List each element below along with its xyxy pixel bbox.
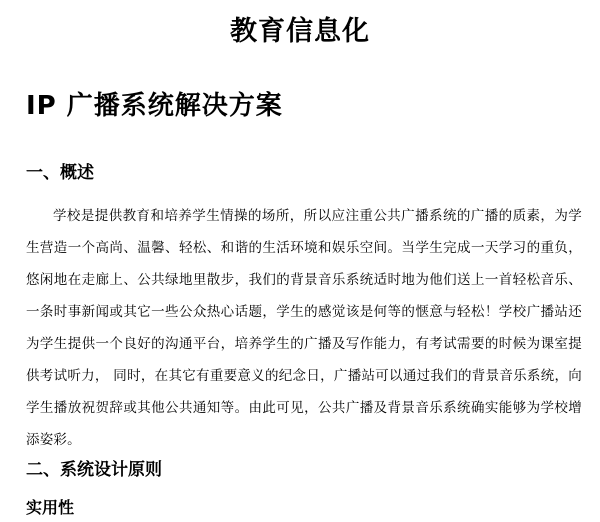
document-title: 教育信息化 [230,16,370,47]
overview-paragraph: 学校是提供教育和培养学生情操的场所，所以应注重公共广播系统的广播的质素，为学生营造一个高尚、温馨、轻松、和谐的生活环境和娱乐空间。当学生完成一天学习的重负，悠闲地在走廊上、公共绿地里散步，我们的背景音乐系统适时地为他们送上一首轻松音乐、一条时事新闻或其它一些公众热心话题，学生的感觉该是何等的惬意与轻松！学校广播站还为学生提供一个良好的沟通平台，培养学生的广播及写作能力，有考试需要的时候为课室提供考试听力， 同时，在其它有重要意义的纪念日，广播站可以通过我们的背景音乐系统，向学生播放祝贺辞或其他公共通知等。由此可见，公共广播及背景音乐系统确实能够为学校增添姿彩。 [26,208,582,448]
section-heading-overview: 一、概述 [26,163,94,183]
subheading-practicality: 实用性 [26,498,75,517]
section-heading-design-principles: 二、系统设计原则 [26,460,162,480]
document-subtitle: IP 广播系统解决方案 [26,91,283,121]
